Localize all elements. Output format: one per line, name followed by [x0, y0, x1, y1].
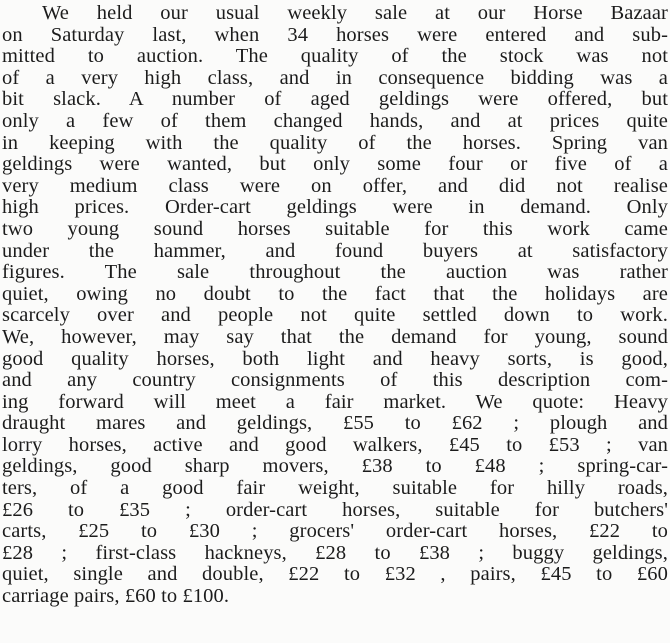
article-line: of a very high class, and in consequence bidding was a [2, 66, 668, 89]
article-line: geldings, good sharp movers, £38 to £48 ; spring-car- [2, 455, 668, 478]
article-line: quiet, single and double, £22 to £32 , pairs, £45 to £60 [2, 563, 668, 586]
article-line: We, however, may say that the demand for young, sound [2, 325, 668, 348]
article-line: good quality horses, both light and heavy sorts, is good, [2, 347, 668, 370]
article-line: bit slack. A number of aged geldings were offered, but [2, 88, 668, 111]
article-line: We held our usual weekly sale at our Horse Bazaar [42, 2, 668, 24]
article-line: on Saturday last, when 34 horses were entered and sub- [2, 23, 668, 46]
article-line: geldings were wanted, but only some four or five of a [2, 153, 668, 176]
article-line: draught mares and geldings, £55 to £62 ; plough and [2, 412, 668, 435]
article-line: only a few of them changed hands, and at prices quite [2, 109, 668, 132]
article-body [2, 3, 668, 608]
article-line: very medium class were on offer, and did not realise [2, 174, 668, 197]
article-line: ters, of a good fair weight, suitable for hilly roads, [2, 477, 668, 500]
article-line: £28 ; first-class hackneys, £28 to £38 ; buggy geldings, [2, 541, 668, 564]
article-line: quiet, owing no doubt to the fact that the holidays are [2, 282, 668, 305]
article-line: carriage pairs, £60 to £100. [2, 585, 230, 608]
article-line: under the hammer, and found buyers at satisfactory [2, 239, 668, 262]
article-line: lorry horses, active and good walkers, £45 to £53 ; van [2, 433, 668, 456]
article-line: carts, £25 to £30 ; grocers' order-cart horses, £22 to [2, 520, 668, 543]
article-line: ing forward will meet a fair market. We quote: Heavy [2, 390, 668, 413]
article-line: high prices. Order-cart geldings were in demand. Only [2, 196, 668, 219]
article-line: figures. The sale throughout the auction was rather [2, 261, 668, 284]
article-line: mitted to auction. The quality of the stock was not [2, 45, 668, 68]
article-line: £26 to £35 ; order-cart horses, suitable for butchers' [2, 498, 668, 521]
article-line: and any country consignments of this description com- [2, 369, 668, 392]
article-line: scarcely over and people not quite settled down to work. [2, 304, 668, 327]
article-line: two young sound horses suitable for this work came [2, 217, 668, 240]
article-line: in keeping with the quality of the horses. Spring van [2, 131, 668, 154]
